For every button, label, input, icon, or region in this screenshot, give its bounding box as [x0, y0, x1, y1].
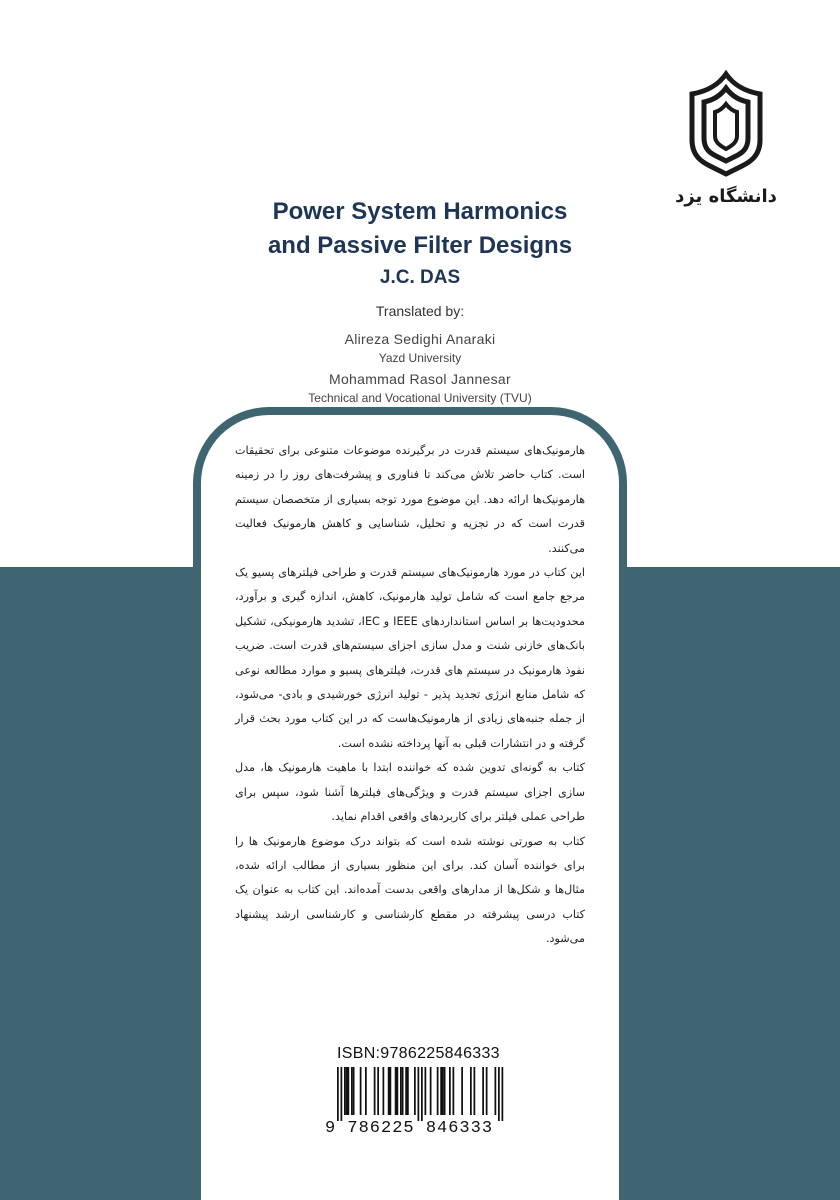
translator-affiliation-2: Technical and Vocational University (TVU): [308, 391, 532, 405]
barcode-bar: [397, 1067, 399, 1115]
description-paragraph: کتاب به گونه‌ای تدوین شده که خواننده ابتدا با ماهیت هارمونیک ها، مدل سازی اجزای سیستم قدرت و ویژگی‌های فیلترها آشنا شود، سپس برای طراحی عملی فیلتر برای کاربردهای واقعی اقدام نماید.: [235, 761, 585, 824]
barcode-bar: [498, 1067, 500, 1121]
description-paragraph: این کتاب در مورد هارمونیک‌های سیستم قدرت و طراحی فیلترهای پسیو یک مرجع جامع است که شامل تولید هارمونیک، کاهش، اندازه گیری و برآورد، محدودیت‌ها بر اساس استانداردهای IEEE و IEC، تشدید هارمونیکی، تشکیل بانک‌های خازنی شنت و مدل سازی اجزای سیستم‌های قدرت است. ضریب نفوذ هارمونیک در سیستم های قدرت، فیلترهای پسیو و موارد مطالعه نوعی که شامل منابع انرژی تجدید پذیر - تولید انرژی خورشیدی و بادی- می‌شود، از جمله جنبه‌های زیادی از هارمونیک‌هاست که در این کتاب مورد بحث قرار گرفته و در انتشارات قبلی به آنها پرداخته نشده است.: [235, 566, 585, 750]
description-paragraph: کتاب به صورتی نوشته شده است که بتواند درک موضوع هارمونیک ها را برای خواننده آسان کند. برای این منظور بسیاری از مطالب ارائه شده، مثال‌ها و شکل‌ها از مدارهای واقعی بدست آمده‌اند. این کتاب به عنوان یک کتاب درسی پیشرفته در مقطع کارشناسی و کارشناسی ارشد پیشنهاد می‌شود.: [235, 834, 585, 946]
barcode-digits: 9 786225 846333: [325, 1119, 494, 1138]
barcode-bar: [442, 1067, 444, 1115]
barcode-bar: [421, 1067, 423, 1121]
barcode-bar: [360, 1067, 362, 1115]
barcode-bar: [377, 1067, 379, 1115]
barcode-bar: [351, 1067, 353, 1115]
barcode-bars: [325, 1067, 515, 1121]
barcode-bar: [502, 1067, 504, 1121]
book-author: J.C. DAS: [379, 267, 461, 288]
barcode-bar: [495, 1067, 497, 1115]
barcode-bar: [407, 1067, 409, 1115]
book-title: [200, 195, 640, 263]
barcode-bar: [346, 1067, 348, 1115]
barcode-bar: [390, 1067, 392, 1115]
translator-name-1: Alireza Sedighi Anaraki: [344, 331, 496, 347]
barcode-bar: [353, 1067, 355, 1115]
barcode-bar: [437, 1067, 439, 1115]
barcode-bar: [402, 1067, 404, 1115]
barcode-bar: [341, 1067, 343, 1121]
barcode-bar: [344, 1067, 346, 1115]
book-title-line-2: and Passive Filter Designs: [267, 232, 573, 259]
barcode-bar: [444, 1067, 446, 1115]
barcode-bar: [405, 1067, 407, 1115]
barcode-bar: [388, 1067, 390, 1115]
barcode-bar: [470, 1067, 472, 1115]
isbn-barcode: [325, 1045, 515, 1138]
barcode-bar: [461, 1067, 463, 1115]
university-logo: [676, 70, 776, 220]
barcode-bar: [374, 1067, 376, 1115]
barcode-bar: [400, 1067, 402, 1115]
barcode-bar: [414, 1067, 416, 1115]
book-title-line-1: Power System Harmonics: [272, 198, 568, 225]
barcode-bar: [337, 1067, 339, 1121]
barcode-bar: [348, 1067, 350, 1115]
barcode-bar: [440, 1067, 442, 1115]
publisher-name: دانشگاه یزد: [676, 186, 776, 207]
barcode-bar: [449, 1067, 451, 1115]
barcode-bar: [482, 1067, 484, 1115]
book-header: [200, 195, 640, 405]
barcode-bar: [425, 1067, 427, 1115]
book-description: [235, 439, 585, 952]
description-paragraph: هارمونیک‌های سیستم قدرت در برگیرنده موضوعات متنوعی برای تحقیقات است. کتاب حاضر تلاش می‌کند تا فناوری و پیشرفت‌های روز را در زمینه هارمونیک‌ها ارائه دهد. این موضوع مورد توجه بسیاری از متخصصان سیستم قدرت است که در تجزیه و تحلیل، شناسایی و کاهش هارمونیک فعالیت می‌کنند.: [235, 444, 585, 555]
isbn-label: ISBN:9786225846333: [337, 1045, 500, 1062]
barcode-bar: [474, 1067, 476, 1115]
barcode-bar: [486, 1067, 488, 1115]
barcode-bar: [395, 1067, 397, 1115]
barcode-bar: [365, 1067, 367, 1115]
barcode-bar: [430, 1067, 432, 1115]
university-emblem-icon: [676, 70, 776, 220]
translator-name-2: Mohammad Rasol Jannesar: [329, 371, 511, 387]
translator-affiliation-1: Yazd University: [378, 351, 462, 365]
barcode-bar: [418, 1067, 420, 1121]
barcode-bar: [453, 1067, 455, 1115]
translated-by-label: Translated by:: [375, 303, 465, 319]
barcode-bar: [383, 1067, 385, 1115]
